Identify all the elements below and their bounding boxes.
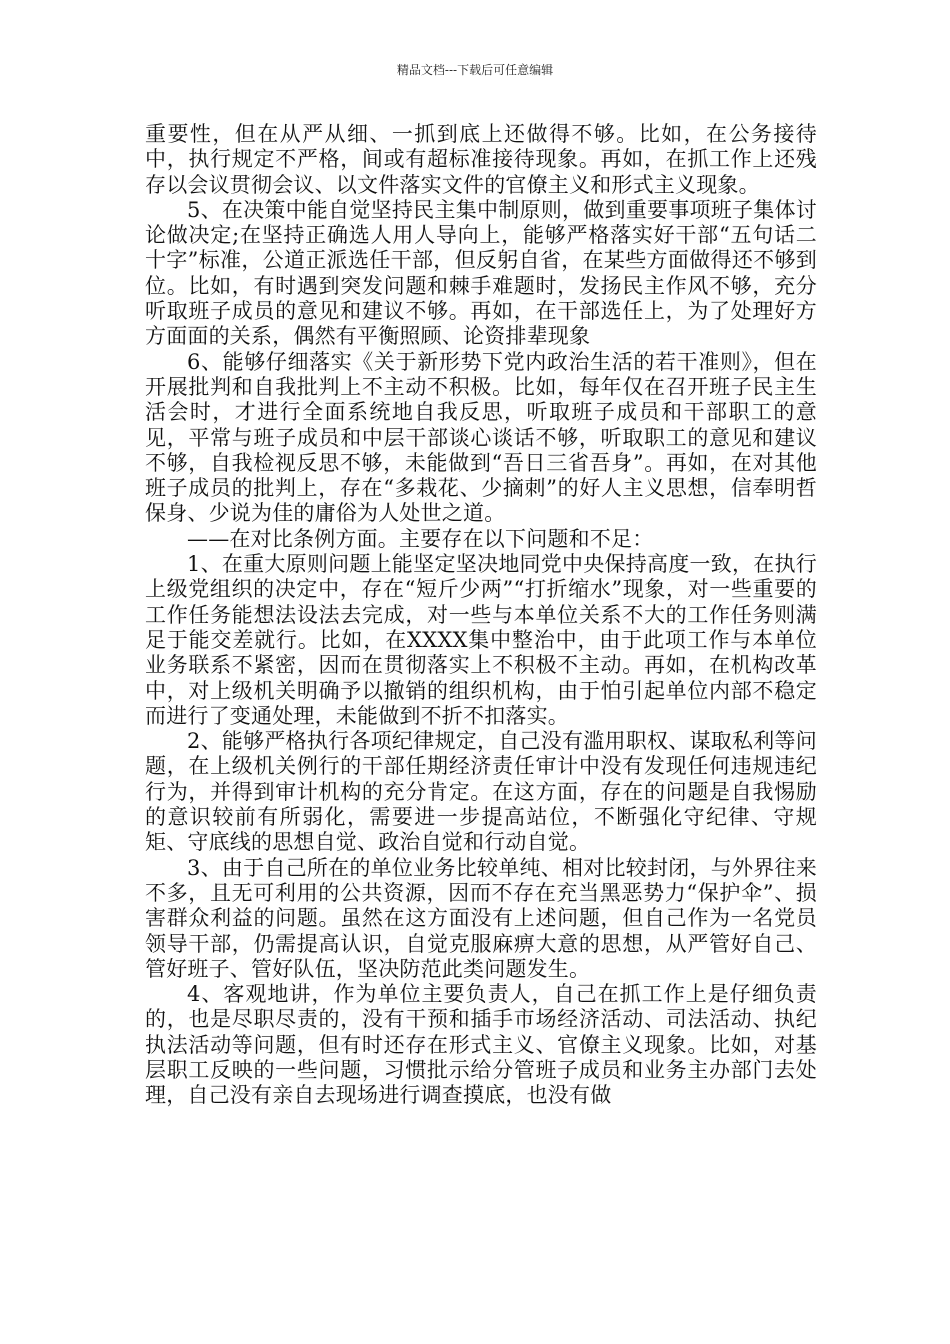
paragraph-item-6: 6、能够仔细落实《关于新形势下党内政治生活的若干准则》，但在开展批判和自我批判上不主动不积极。比如，每年仅在召开班子民主生活会时，才进行全面系统地自我反思，听取班子成员和干部职工的意见，平常与班子成员和中层干部谈心谈话不够，听取职工的意见和建议不够，自我检视反思不够，未能做到“吾日三省吾身”。再如，在对其他班子成员的批判上，存在“多栽花、少摘刺”的好人主义思想，信奉明哲保身、少说为佳的庸俗为人处世之道。 bbox=[145, 349, 817, 526]
section-heading: ——在对比条例方面。主要存在以下问题和不足： bbox=[187, 526, 654, 551]
paragraph-item-1: 1、在重大原则问题上能坚定坚决地同党中央保持高度一致，在执行上级党组织的决定中，存在“短斤少两”“打折缩水”现象，对一些重要的工作任务能想法设法去完成，对一些与本单位关系不大的工作任务则满足于能交差就行。比如，在XXXX集中整治中，由于此项工作与本单位业务联系不紧密，因而在贯彻落实上不积极不主动。再如，在机构改革中，对上级机关明确予以撤销的组织机构，由于怕引起单位内部不稳定而进行了变通处理，未能做到不折不扣落实。 bbox=[145, 552, 817, 728]
paragraph-continued: 重要性，但在从严从细、一抓到底上还做得不够。比如，在公务接待中，执行规定不严格，间或有超标准接待现象。再如，在抓工作上还残存以会议贯彻会议、以文件落实文件的官僚主义和形式主义现象。 bbox=[145, 122, 817, 197]
page-header: 精品文档---下载后可任意编辑 bbox=[396, 63, 554, 77]
paragraph-item-4: 4、客观地讲，作为单位主要负责人，自己在抓工作上是仔细负责的，也是尽职尽责的，没有干预和插手市场经济活动、司法活动、执纪执法活动等问题，但有时还存在形式主义、官僚主义现象。比如，对基层职工反映的一些问题，习惯批示给分管班子成员和业务主办部门去处理，自己没有亲自去现场进行调查摸底，也没有做 bbox=[145, 982, 817, 1108]
paragraph-item-3: 3、由于自己所在的单位业务比较单纯、相对比较封闭，与外界往来不多，且无可利用的公共资源，因而不存在充当黑恶势力“保护伞”、损害群众利益的问题。虽然在这方面没有上述问题，但自己作为一名党员领导干部，仍需提高认识，自觉克服麻痹大意的思想，从严管好自己、管好班子、管好队伍，坚决防范此类问题发生。 bbox=[145, 855, 817, 981]
paragraph-item-5: 5、在决策中能自觉坚持民主集中制原则，做到重要事项班子集体讨论做决定;在坚持正确选人用人导向上，能够严格落实好干部“五句话二十字”标准，公道正派选任干部，但反躬自省，在某些方面做得还不够到位。比如，有时遇到突发问题和棘手难题时，发扬民主作风不够，充分听取班子成员的意见和建议不够。再如，在干部选任上，为了处理好方方面面的关系，偶然有平衡照顾、论资排辈现象 bbox=[145, 197, 817, 349]
document-body bbox=[145, 122, 817, 1109]
paragraph-item-2: 2、能够严格执行各项纪律规定，自己没有滥用职权、谋取私利等问题，在上级机关例行的干部任期经济责任审计中没有发现任何违规违纪行为，并得到审计机构的充分肯定。在这方面，存在的问题是自我惕励的意识较前有所弱化，需要进一步提高站位，不断强化守纪律、守规矩、守底线的思想自觉、政治自觉和行动自觉。 bbox=[145, 729, 817, 855]
